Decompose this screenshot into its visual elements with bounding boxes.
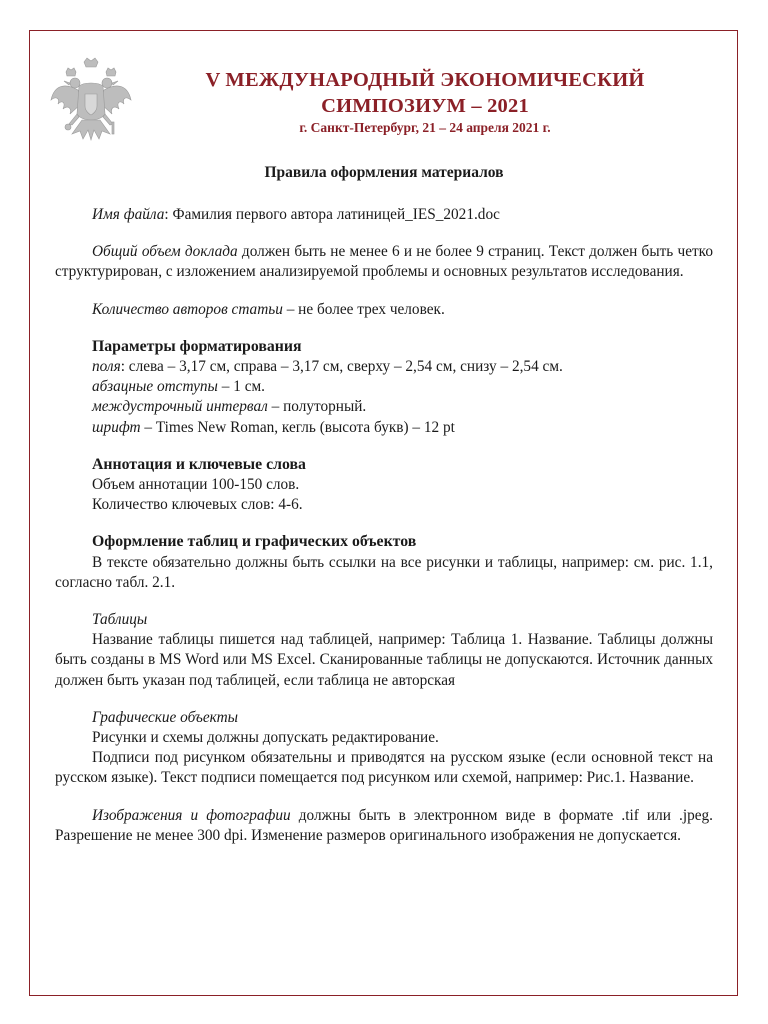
formatting-item (55, 397, 713, 417)
symposium-title-line2: СИМПОЗИУМ – 2021 (321, 95, 529, 117)
formatting-item-text: – Times New Roman, кегль (высота букв) – 12 pt (140, 418, 455, 436)
authors-text: – не более трех человек. (282, 300, 445, 318)
images-text: должны быть в электронном виде в формате .tif или .jpeg. Разрешение не менее 300 dpi. Изменение размеров оригинального изображения не допускается. (55, 806, 713, 844)
tables-graphics-text: В тексте обязательно должны быть ссылки на все рисунки и таблицы, например: см. рис. 1.1, согласно табл. 2.1. (55, 553, 713, 591)
graphics-label: Графические объекты (92, 708, 239, 726)
volume-label: Общий объем доклада (92, 243, 238, 261)
abstract-heading: Аннотация и ключевые слова (92, 455, 306, 473)
formatting-item-label: шрифт (92, 418, 141, 436)
file-name-label: Имя файла (92, 206, 165, 223)
abstract-line: Объем аннотации 100-150 слов. (92, 476, 300, 494)
file-name-paragraph (55, 205, 713, 225)
formatting-item (55, 357, 713, 377)
volume-text: должен быть не менее 6 и не более 9 страниц. Текст должен быть четко структурирован, с изложением анализируемой проблемы и основных результатов исследования. (55, 243, 713, 281)
tables-text: Название таблицы пишется над таблицей, например: Таблица 1. Название. Таблицы должны быть созданы в MS Word или MS Excel. Сканированные таблицы не допускаются. Источник данных должен быть указан под таблицей, если таблица не авторская (55, 631, 713, 689)
formatting-heading: Параметры форматирования (92, 337, 302, 355)
images-paragraph (55, 806, 713, 846)
formatting-item-label: абзацные отступы (92, 378, 218, 396)
graphics-line1: Рисунки и схемы должны допускать редактирование. (92, 729, 439, 747)
tables-graphics-heading: Оформление таблиц и графических объектов (92, 533, 417, 551)
formatting-item-text: – 1 см. (217, 378, 265, 396)
formatting-item-label: поля (92, 358, 121, 376)
volume-paragraph (55, 242, 713, 282)
tables-label: Таблицы (92, 611, 148, 629)
formatting-item-label: междустрочный интервал (92, 398, 268, 416)
double-headed-eagle-emblem (48, 56, 134, 152)
document-heading: Правила оформления материалов (264, 164, 504, 181)
symposium-location-dates: г. Санкт-Петербург, 21 – 24 апреля 2021 г. (299, 120, 551, 135)
formatting-item-text: – полуторный. (267, 398, 367, 416)
formatting-item (55, 418, 713, 438)
graphics-line2: Подписи под рисунком обязательны и приводятся на русском языке (если основной текст на русском языке). Текст подписи помещается под рисунком или схемой, например: Рис.1. Название. (55, 749, 713, 787)
formatting-item (55, 377, 713, 397)
symposium-title-line1: V МЕЖДУНАРОДНЫЙ ЭКОНОМИЧЕСКИЙ (205, 69, 645, 91)
authors-paragraph (55, 300, 713, 320)
authors-label: Количество авторов статьи (92, 300, 283, 318)
abstract-line: Количество ключевых слов: 4-6. (92, 496, 303, 514)
document-body (55, 205, 713, 846)
formatting-item-text: : слева – 3,17 см, справа – 3,17 см, сверху – 2,54 см, снизу – 2,54 см. (120, 358, 563, 376)
file-name-text: : Фамилия первого автора латиницей_IES_2021.doc (164, 206, 500, 223)
images-label: Изображения и фотографии (92, 806, 291, 824)
